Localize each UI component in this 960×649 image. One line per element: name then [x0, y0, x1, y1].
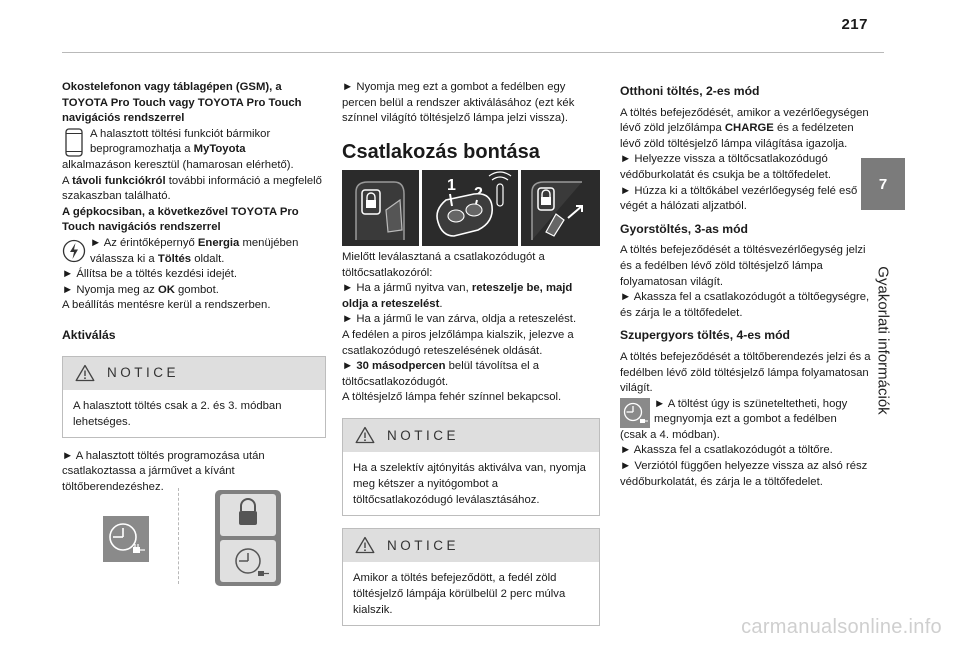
warning-icon: [75, 364, 95, 382]
page-number: 217: [841, 16, 868, 33]
column-1: Okostelefonon vagy táblagépen (GSM), a TOYOTA Pro Touch vagy TOYOTA Pro Touch navigációs rendszerrel A halasztott töltési funkciót bármikor beprogramozhatja a MyToyota alkalmazáson keresztül (hamarosan elérhető). A távoli funkciókról további információ a megfelelő szakaszban található. A gépkocsiban, a következővel TOYOTA Pro Touch navigációs rendszerrel ► Az érintőképernyő Energia menüjében válassza ki a Töltés oldalt. ► Állítsa be a töltés kezdési idejét. ► Nyomja meg az OK gombot. A beállítás mentésre kerül a rendszerben. Aktiválás NOTICE A halasztott töltés csak a 2. és 3. módban lehetséges. ► A halasztott töltés programozása után csatlakoztassa a járművet a kívánt töltőberendezéshez.: [62, 80, 324, 495]
column-3: Otthoni töltés, 2-es mód A töltés befejeződését, amikor a vezérlőegységen lévő zöld jelzőlámpa CHARGE és a fedélzeten lévő zöld töltésjelző lámpa világítása igazolja. ► Helyezze vissza a töltőcsatlakozódugó védőburkolatát és csukja be a töltőfedelet. ► Húzza ki a töltőkábel vezérlőegység felé eső végét a hálózati aljzatból. Gyorstöltés, 3-as mód A töltés befejeződését a töltésvezérlőegység jelzi és a fedélben lévő zöld töltésjelző lámpa folyamatosan világít. ► Akassza fel a csatlakozódugót a töltőegységre, és zárja le a töltőfedelet. Szupergyors töltés, 4-es mód A töltés befejeződését a töltőberendezés jelzi és a fedélben lévő zöld töltésjelző lámpa folyamatosan világít. ► A töltést úgy is szüneteltetheti, hogy megnyomja ezt a gombot a fedélben (csak a 4. módban). ► Akassza fel a csatlakozódugót a töltőre. ► Verziótól függően helyezze vissza az alsó rész védőburkolatát, és zárja le a töltőfedelet.: [620, 84, 871, 488]
notice-text: Ha a szelektív ajtónyitás aktiválva van, nyomja meg kétszer a nyitógombot a töltőcsatlakozódugó leválasztásához.: [353, 461, 586, 506]
smartphone-icon: [62, 128, 86, 158]
column-2-body: Mielőtt leválasztaná a csatlakozódugót a töltőcsatlakozóról: ► Ha a jármű nyitva van, reteszelje be, majd oldja a reteszelést. ► Ha a jármű le van zárva, oldja a reteszelést. A fedélen a piros jelzőlámpa kialszik, jelezve a csatlakozódugó reteszelésének oldását. ► 30 másodpercen belül távolítsa el a töltőcsatlakozódugót. A töltésjelző lámpa fehér színnel bekapcsol. NOTICE Ha a szelektív ajtónyitás aktiválva van, nyomja meg kétszer a nyitógombot a töltőcsatlakozódugó leválasztásához. NOTICE Amikor a töltés befejeződött, a fedél zöld töltésjelző lámpája körülbelül 2 perc múlva kialszik.: [342, 250, 600, 626]
section-title: Csatlakozás bontása: [342, 140, 540, 163]
notice-box-selective: [342, 418, 600, 516]
top-rule: [62, 52, 884, 53]
divider-dashed: [178, 488, 179, 584]
notice-label: NOTICE: [387, 427, 460, 443]
watermark: carmanualsonline.info: [741, 616, 942, 638]
heading-smartphone: Okostelefonon vagy táblagépen (GSM), a TOYOTA Pro Touch vagy TOYOTA Pro Touch navigációs rendszerrel: [62, 81, 302, 125]
notice-box: [62, 356, 326, 438]
heading-activation: Aktiválás: [62, 327, 116, 342]
notice-text: Amikor a töltés befejeződött, a fedél zöld töltésjelző lámpája körülbelül 2 perc múlva kialszik.: [353, 571, 566, 616]
pause-line: ► A töltést úgy is szüneteltetheti, hogy megnyomja ezt a gombot a fedélben: [620, 397, 872, 428]
heading-fast-charging: Gyorstöltés, 3-as mód: [620, 221, 749, 236]
charging-flap-buttons-icon: [214, 489, 282, 587]
flap-lock-icon: [356, 182, 404, 240]
notice-label: NOTICE: [387, 537, 460, 553]
charging-timer-icon: [620, 398, 650, 428]
heading-home-charging: Otthoni töltés, 2-es mód: [620, 84, 760, 98]
notice-box-lamp: [342, 528, 600, 626]
charging-timer-icon: [103, 516, 149, 562]
warning-icon: [355, 426, 375, 444]
notice-label: NOTICE: [107, 365, 180, 381]
warning-icon: [355, 536, 375, 554]
energy-line: ► Az érintőképernyő Energia menüjében válassza ki a Töltés oldalt.: [62, 236, 324, 267]
notice-text: A halasztott töltés csak a 2. és 3. módban lehetséges.: [73, 399, 282, 428]
phone-line: A halasztott töltési funkciót bármikor beprogramozhatja a MyToyota: [62, 127, 324, 158]
energy-icon: [62, 237, 86, 265]
heading-super-fast-charging: Szupergyors töltés, 4-es mód: [620, 328, 790, 343]
key-step-1: 1: [447, 177, 456, 194]
chapter-title: Gyakorlati információk: [874, 265, 892, 415]
heading-in-car: A gépkocsiban, a következővel TOYOTA Pro Touch navigációs rendszerrel: [62, 205, 299, 234]
column-2: ► Nyomja meg ezt a gombot a fedélben egy percen belül a rendszer aktiválásához (ezt kék színnel világító töltésjelző lámpa jelzi vissza). Csatlakozás bontása: [342, 80, 600, 164]
unlock-illustration: [342, 170, 600, 246]
chapter-number: 7: [878, 175, 888, 193]
